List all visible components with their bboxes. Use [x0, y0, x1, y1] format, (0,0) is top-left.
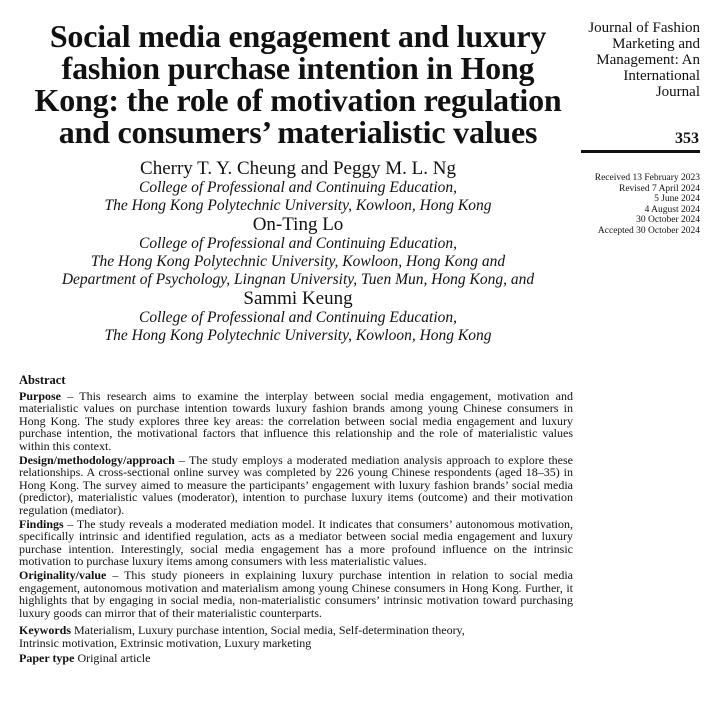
- affiliation-line: College of Professional and Continuing Education,: [138, 179, 458, 196]
- date-line: Revised 7 April 2024: [618, 183, 700, 194]
- journal-name-line: Journal of Fashion: [588, 20, 700, 36]
- purpose-label: Purpose: [19, 388, 61, 403]
- date-line: 4 August 2024: [644, 204, 700, 215]
- date-line: 5 June 2024: [654, 194, 700, 204]
- abstract-purpose: [19, 390, 573, 453]
- keywords-text: Intrinsic motivation, Extrinsic motivation, Luxury marketing: [19, 635, 312, 650]
- journal-name-line: International: [623, 68, 700, 84]
- originality-label: Originality/value: [19, 567, 107, 582]
- abstract-section: [19, 374, 573, 665]
- date-line: Accepted 30 October 2024: [597, 225, 700, 236]
- paper-type-label: Paper type: [19, 651, 75, 666]
- abstract-design: [19, 454, 573, 517]
- affiliation-line: Department of Psychology, Lingnan University, Tuen Mun, Hong Kong, and: [61, 271, 535, 288]
- author-names: Cherry T. Y. Cheung and Peggy M. L. Ng: [140, 158, 456, 179]
- abstract-originality: [19, 569, 573, 619]
- findings-label: Findings: [19, 516, 64, 531]
- abstract-findings: [19, 518, 573, 568]
- title-block: [18, 20, 578, 148]
- page-number: 353: [675, 130, 699, 147]
- journal-name: [580, 20, 700, 100]
- abstract-heading: Abstract: [19, 373, 66, 387]
- design-label: Design/methodology/approach: [19, 452, 175, 467]
- paper-type: [19, 652, 573, 665]
- affiliation-line: The Hong Kong Polytechnic University, Kowloon, Hong Kong and: [90, 253, 506, 270]
- submission-dates: [582, 173, 700, 236]
- header-rule: [581, 150, 700, 153]
- keywords-label: Keywords: [19, 623, 71, 638]
- journal-name-line: Management: An: [596, 52, 700, 68]
- date-line: Received 13 February 2023: [594, 173, 700, 183]
- affiliation-line: The Hong Kong Polytechnic University, Kowloon, Hong Kong: [104, 327, 492, 344]
- design-text: – The study employs a moderated mediation analysis approach to explore these relationships. A cross-sectional online survey was completed by 226 young Chinese respondents (aged 18–35) in Hong Kong. The survey aimed to measure the participants’ engagement with luxury fashion brands’ social media (predictor), materialistic values (moderator), intention to purchase luxury items (outcome) and their motivation regulation (mediator).: [19, 452, 573, 517]
- keywords: [19, 624, 573, 649]
- title-line: fashion purchase intention in Hong: [61, 50, 535, 86]
- originality-text: – This study pioneers in explaining luxury purchase intention in relation to social media engagement, autonomous motivation and materialism among young Chinese consumers in Hong Kong. Further, it highlights that by engaging in social media, non-materialistic consumers’ intrinsic motivation toward purchasing luxury goods can mirror that of their materialistic counterparts.: [19, 567, 573, 620]
- keywords-text: Materialism, Luxury purchase intention, Social media, Self-determination theory,: [71, 623, 465, 638]
- title-line: Social media engagement and luxury: [49, 18, 547, 54]
- findings-text: – The study reveals a moderated mediation model. It indicates that consumers’ autonomous motivation, specifically intrinsic and identified regulation, acts as a mediator between social media engagement and luxury purchase intention. Interestingly, social media engagement has a more profound influence on the intrinsic motivation to purchase luxury items among consumers with less materialistic values.: [19, 516, 573, 569]
- purpose-text: – This research aims to examine the interplay between social media engagement, motivation and materialistic values on purchase intention towards luxury fashion brands among young Chinese consumers in Hong Kong. The study explores three key areas: the correlation between social media engagement and luxury purchase intention, the motivational factors that influence this relationship and the role of materialistic values within this context.: [19, 388, 573, 453]
- author-names: On-Ting Lo: [252, 214, 344, 235]
- affiliation-line: The Hong Kong Polytechnic University, Kowloon, Hong Kong: [104, 197, 492, 214]
- affiliation-line: College of Professional and Continuing Education,: [138, 235, 458, 252]
- title-line: Kong: the role of motivation regulation: [34, 82, 562, 118]
- affiliation-line: College of Professional and Continuing Education,: [138, 309, 458, 326]
- author-names: Sammi Keung: [243, 288, 353, 309]
- date-line: 30 October 2024: [636, 215, 700, 225]
- journal-name-line: Journal: [655, 84, 700, 100]
- paper-title: [18, 20, 578, 148]
- journal-name-line: Marketing and: [612, 36, 700, 52]
- title-line: and consumers’ materialistic values: [58, 114, 538, 150]
- author-block: [18, 159, 578, 345]
- paper-type-text: Original article: [74, 651, 151, 666]
